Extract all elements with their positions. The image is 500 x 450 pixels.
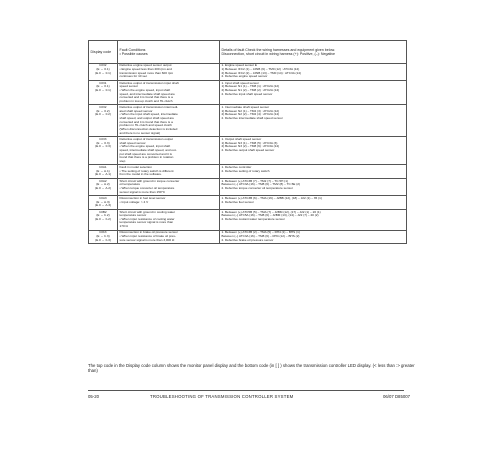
condition-line: Defective output of transmission intermedi- xyxy=(119,105,179,110)
code-line: (E ↔ b.2) xyxy=(96,213,110,218)
code-line: (E.0 ↔ A.1) xyxy=(95,172,111,177)
cell-code xyxy=(89,80,118,105)
details-line: Between (–) ATC3A (16) – TM8 (6) – RH4 (12) – BHS (2) xyxy=(221,234,300,239)
code-line: (E ↔ A.3) xyxy=(96,199,110,204)
condition-line: sure sensor signal is more than 3,000 Ω xyxy=(119,237,175,242)
condition-line: 170 Ω xyxy=(119,224,128,229)
cell-details xyxy=(220,165,407,179)
details-line: 2. Defective coolant water temperature sensor xyxy=(221,216,285,221)
code-line: (E ↔ b.3) xyxy=(96,234,110,239)
details-line: 2) Between N2 (2) – TM2 (4) : ATC2A (14) xyxy=(221,112,280,117)
details-line: 2. Defective brake oil pressure sensor xyxy=(221,237,274,242)
details-line: 1. Between (+) ATC3B (6) – TMA (16) – J2BB (12), (18) – J22 (1) – 35 (1) xyxy=(221,195,322,200)
condition-line: continues for 10 sec xyxy=(119,74,148,79)
code-line: b032 xyxy=(99,105,107,110)
condition-line: temperature sensor xyxy=(119,213,147,218)
details-line: 2) Between IFC2 (2) – J2NB (13) – TM0 (14) : ATC3A (14) xyxy=(221,70,301,75)
cell-code xyxy=(89,178,118,195)
details-line: 1) Between N3 (1) – TM8 (5) : ATC3A (3) xyxy=(221,140,278,145)
page-number: 05-20 xyxy=(88,394,99,399)
header-details-line: Details of fault Check the wiring harnesses and equipment given below. xyxy=(221,47,335,52)
condition-line: • Input voltage: > 4 V xyxy=(119,199,149,204)
code-line: (E.0 ↔ b.3) xyxy=(95,237,111,242)
code-line: b033 xyxy=(99,136,107,141)
cell-condition xyxy=(118,178,220,195)
cell-code xyxy=(89,196,118,210)
condition-line: temperature sensor signal is more than xyxy=(119,220,174,225)
condition-line: Disconnection in brake oil pressure sensor xyxy=(119,230,178,235)
condition-line: problem in HL clutch and speed clutch xyxy=(119,123,172,128)
code-line: (E ↔ 0.1) xyxy=(96,67,110,72)
code-line: (E ↔ 0.3) xyxy=(96,140,110,145)
details-line: 2) Between N1 (2) – TM8 (2) : ATC2A (14) xyxy=(221,87,280,92)
details-line: 1. Defective controller xyxy=(221,165,252,170)
condition-line: • When the engine speed, input shaft xyxy=(119,87,171,92)
code-line: (E.0 ↔ A.3) xyxy=(95,203,111,208)
details-line: 2. Defective setting of rotary switch xyxy=(221,168,270,173)
condition-line: sensor signal is more than 150°C xyxy=(119,189,166,194)
code-line: (E.0 ↔ 0.1) xyxy=(95,87,111,92)
header-fault-conditions-line: Fault Conditions xyxy=(119,47,146,52)
condition-line: shaft speed, and output shaft speed are xyxy=(119,116,175,121)
fault-code-table xyxy=(88,40,407,244)
cell-code xyxy=(89,63,118,80)
cell-details xyxy=(220,230,407,244)
details-line: 2. Defective torque converter oil temperature sensor xyxy=(221,186,293,191)
header-possible-causes-line: • Possible causes xyxy=(119,51,148,56)
details-line: 2. Defective input shaft speed sensor xyxy=(221,91,273,96)
code-line: (E ↔ A.2) xyxy=(96,182,110,187)
code-line: b0A3 xyxy=(99,195,107,200)
table-row xyxy=(89,178,407,195)
details-line: 1) Between N1 (1) – TM8 (1) : ATC2A (12) xyxy=(221,84,280,89)
cell-code xyxy=(89,165,118,179)
condition-line: • The setting of rotary switch is different xyxy=(119,168,174,173)
header-details-line: Disconnection, short circuit in wiring harness (+): Positive, (–): Negative xyxy=(221,51,336,56)
code-line: b0A1 xyxy=(99,165,107,170)
cell-code xyxy=(89,209,118,230)
condition-line: oil temperature xyxy=(119,182,141,187)
cell-condition xyxy=(118,80,220,105)
cell-condition xyxy=(118,105,220,137)
details-line: 1. Between (+) ATC5B (5) – TMA (7) – J2BM (12), (17) – J22 (1) – 20 (1) xyxy=(221,209,321,214)
condition-line: speed, and intermediate shaft speed are xyxy=(119,91,175,96)
cell-code xyxy=(89,105,118,137)
condition-line: transmission speed more than 600 rpm xyxy=(119,70,174,75)
condition-line: • When torque converter oil temperature xyxy=(119,186,175,191)
cell-details xyxy=(220,105,407,137)
cell-details xyxy=(220,178,407,195)
footer-date: 06/07 D85007 xyxy=(383,394,410,399)
details-line: 1. Engine speed sensor E xyxy=(221,63,257,68)
header-details xyxy=(220,41,407,64)
cell-code xyxy=(89,137,118,165)
condition-line: Fault in model selection xyxy=(119,165,153,170)
code-line: (E.0 ↔ A.2) xyxy=(95,186,111,191)
condition-line: converted and it is found that there is a xyxy=(119,95,173,100)
condition-line: Defective output of transmission output xyxy=(119,136,173,141)
condition-line: found that there is a problem in rotation xyxy=(119,155,174,160)
footer-divider xyxy=(88,390,404,391)
cell-details xyxy=(220,196,407,210)
condition-line: step xyxy=(119,158,126,163)
table-row xyxy=(89,165,407,179)
condition-line: converted and it is found that there is a xyxy=(119,119,173,124)
details-line: Between (–) ATC5A (16) – TM8 (6) – J2BM (13), (14) – J22 (7) – 20 (2) xyxy=(221,213,319,218)
details-line: 1) Between N2 (1) – TM2 (3) : ATC2A (12) xyxy=(221,108,280,113)
condition-line: • Engine speed less than 200 rpm and xyxy=(119,67,172,72)
details-line: 1. Input shaft speed sensor xyxy=(221,80,259,85)
table-row xyxy=(89,80,407,105)
cell-condition xyxy=(118,63,220,80)
table-row xyxy=(89,196,407,210)
header-display-code: Display code xyxy=(89,41,118,64)
details-line: 1. Between (+) ATC3B (2) – TMA (5) – RH4 (1) – BHS (1) xyxy=(221,230,300,235)
condition-line: Short circuit with ground in torque converter xyxy=(119,178,180,183)
cell-condition xyxy=(118,165,220,179)
code-line: b0B2 xyxy=(99,209,107,214)
details-line: 2. Defective engine speed sensor xyxy=(221,74,268,79)
condition-line: Defective engine speed sensor output xyxy=(119,63,172,68)
table-caption: The top code in the Display code column shows the monitor panel display and the bottom code (in [ ] ) shows the transmission controller LED display. (< less than :> greater than) xyxy=(88,363,415,374)
table-row xyxy=(89,137,407,165)
cell-details xyxy=(220,209,407,230)
code-line: (E ↔ A.1) xyxy=(96,168,110,173)
code-line: b0A2 xyxy=(99,178,107,183)
condition-line: • When the input shaft speed, intermediate xyxy=(119,112,178,117)
table-row xyxy=(89,63,407,80)
condition-line: • When the engine speed, input shaft xyxy=(119,144,171,149)
code-line: b0b3 xyxy=(99,230,107,235)
condition-line: from the model in the software. xyxy=(119,172,162,177)
details-line: 2. Defective output shaft speed sensor xyxy=(221,147,275,152)
table-row xyxy=(89,105,407,137)
code-line: (E.0 ↔ 0.1) xyxy=(95,70,111,75)
condition-line: • When input resistance of cooling water xyxy=(119,216,175,221)
code-line: b032 xyxy=(99,63,107,68)
condition-line: shaft speed sensor xyxy=(119,140,146,145)
details-line: 1. Between (+) ATC3B (7) – TM2 (7) – TC.5H (1) xyxy=(221,178,288,183)
code-line: (E ↔ 0.1) xyxy=(96,84,110,89)
code-line: b031 xyxy=(99,80,107,85)
condition-line: problem in low-up clutch and HL clutch xyxy=(119,98,173,103)
details-line: 1. Output shaft speed sensor xyxy=(221,136,262,141)
condition-line: ated shaft speed sensor xyxy=(119,108,153,113)
details-line: 2. Defective fuel sensor xyxy=(221,199,254,204)
code-line: (E.0 ↔ b.2) xyxy=(95,216,111,221)
condition-line: Short circuit with ground in cooling water xyxy=(119,209,176,214)
condition-line: and there is no sensor signal) xyxy=(119,130,161,135)
condition-line: (When disconnection detection is included xyxy=(119,127,178,132)
footer-title: TROUBLESHOOTING OF TRANSMISSION CONTROLLER SYSTEM xyxy=(150,394,294,399)
cell-code xyxy=(89,230,118,244)
header-fault-conditions xyxy=(118,41,220,64)
details-line: 2. Defective intermediate shaft speed sensor xyxy=(221,116,283,121)
table-row xyxy=(89,230,407,244)
code-line: (E.0 ↔ 0.2) xyxy=(95,112,111,117)
condition-line: • When input resistance of brake oil pres- xyxy=(119,234,176,239)
cell-details xyxy=(220,80,407,105)
cell-details xyxy=(220,63,407,80)
cell-condition xyxy=(118,209,220,230)
table-row xyxy=(89,209,407,230)
code-line: (E ↔ 0.2) xyxy=(96,108,110,113)
condition-line: Disconnection in fuel level sensor xyxy=(119,195,166,200)
condition-line: put shaft speed are converted and it is xyxy=(119,151,172,156)
table-header-row xyxy=(89,41,407,64)
cell-condition xyxy=(118,230,220,244)
details-line: Between (–) ATC3A (16) – TM8 (6) – TM2 (8) – TC.5E (2) xyxy=(221,182,301,187)
code-line: (E.0 ↔ 0.3) xyxy=(95,144,111,149)
details-line: 1. Intermediate shaft speed sensor xyxy=(221,105,270,110)
cell-condition xyxy=(118,196,220,210)
condition-line: speed, intermediate shaft speed, and out- xyxy=(119,147,177,152)
condition-line: speed sensor xyxy=(119,84,139,89)
condition-line: Defective output of transmission input shaft xyxy=(119,80,179,85)
cell-details xyxy=(220,137,407,165)
details-line: 2) Between N3 (2) – TM8 (6) : ATC3A (14) xyxy=(221,144,280,149)
details-line: 1) Between IFC2 (1) – J2NB (6) – TM0 (12) : ATC3A (12) xyxy=(221,67,300,72)
cell-condition xyxy=(118,137,220,165)
